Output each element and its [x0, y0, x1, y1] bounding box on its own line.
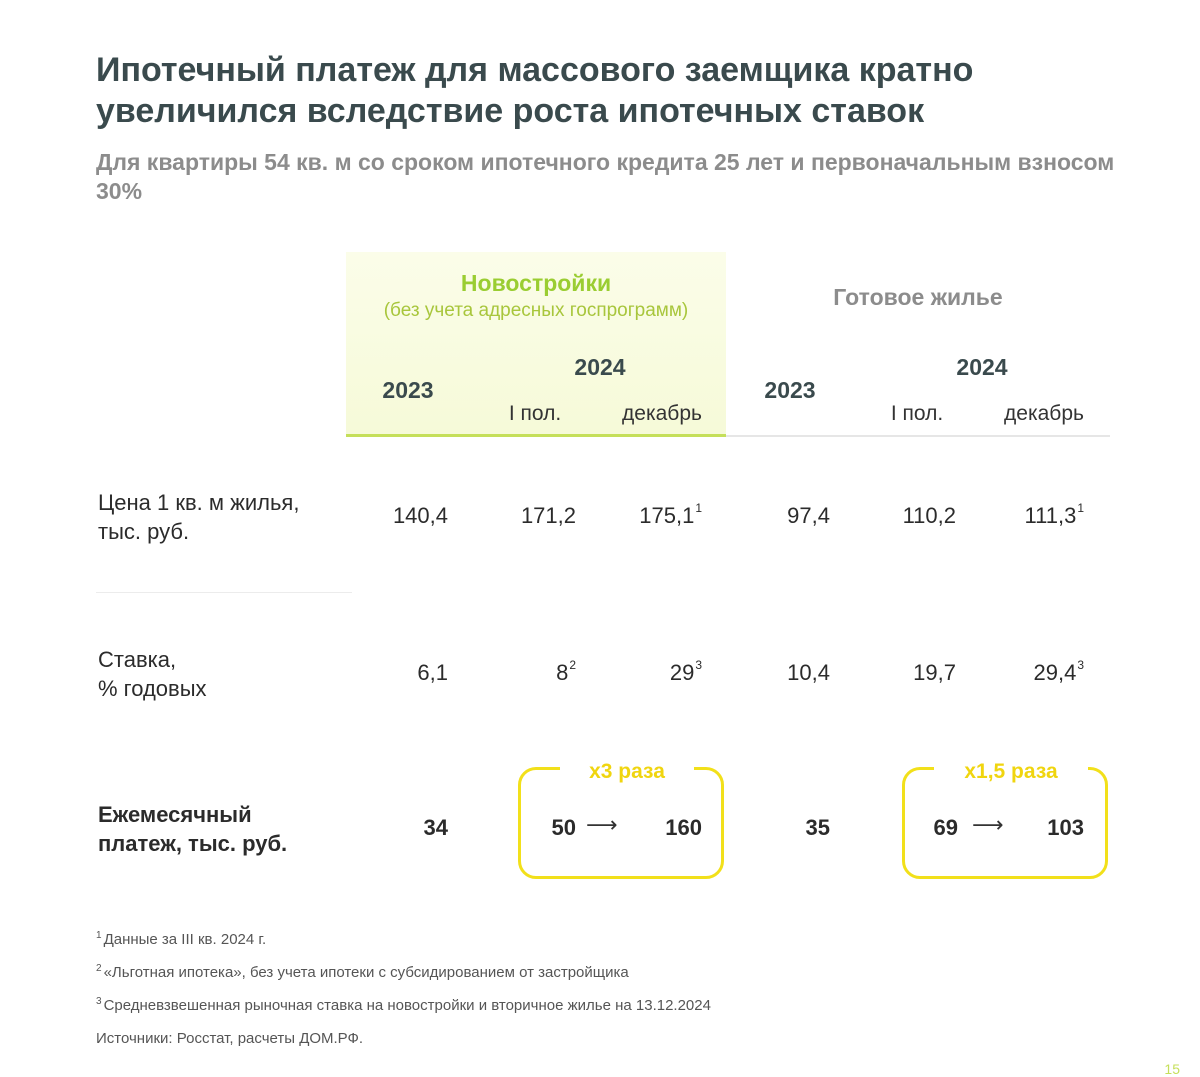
rate-new-h1: $8^2$ — [556, 658, 576, 685]
price-ready-2023: 97,4 — [787, 503, 830, 528]
rate-new-2023: 6,1 — [417, 660, 448, 685]
ready-year-2023-header: 2023 — [764, 377, 816, 403]
price-row-label: Цена 1 кв. м жилья, тыс. руб. — [98, 490, 300, 544]
slide-title: Ипотечный платеж для массового заемщика кратно увеличился вследствие роста ипотечных ставок — [96, 51, 974, 130]
new-buildings-subtitle: (без учета адресных госпрограмм) — [383, 300, 689, 321]
new-year-2024-header: 2024 — [574, 354, 626, 380]
rate-ready-2023: 10,4 — [787, 660, 830, 685]
slide-subtitle: Для квартиры 54 кв. м со сроком ипотечного кредита 25 лет и первоначальным взносом 30% — [96, 149, 1115, 204]
ready-year-2024-header: 2024 — [956, 354, 1008, 380]
footnote-ref: 1 — [1077, 501, 1084, 515]
rate-ready-december: 29,4$^3$ — [1033, 658, 1084, 685]
footnote-ref: 3 — [1077, 658, 1084, 672]
new-year-2023-header: 2023 — [382, 377, 434, 403]
price-new-december: 175,1$^1$ — [639, 501, 702, 528]
rate-new-december: $29^3$ — [669, 658, 702, 685]
new-buildings-title: Новостройки — [460, 270, 612, 296]
new-multiplier-label: x3 раза — [560, 760, 694, 784]
ready-h1-header: I пол. — [890, 402, 944, 425]
footnote-ref: 3 — [695, 658, 702, 672]
footnote-1: $^1$ Данные за III кв. 2024 г. — [96, 930, 267, 948]
footnote-ref: 2 — [569, 658, 576, 672]
new-buildings-header-underline — [346, 434, 726, 437]
ready-housing-title: Готовое жилье — [833, 284, 1003, 310]
new-december-header: декабрь — [622, 402, 702, 425]
rate-ready-h1: 19,7 — [913, 660, 956, 685]
ready-housing-header-underline — [726, 435, 1110, 437]
payment-new-december: 160 — [665, 815, 702, 840]
rate-row-label: Ставка, % годовых — [98, 647, 207, 701]
price-ready-h1: 110,2 — [902, 503, 956, 528]
arrow-right-icon: ⟶ — [972, 812, 1004, 837]
payment-new-2023: 34 — [423, 815, 448, 840]
payment-ready-h1: 69 — [933, 815, 958, 840]
sources-note: Источники: Росстат, расчеты ДОМ.РФ. — [96, 1030, 364, 1047]
new-h1-header: I пол. — [508, 402, 562, 425]
ready-december-header: декабрь — [1004, 402, 1084, 425]
ready-multiplier-label: x1,5 раза — [934, 760, 1088, 784]
footnote-3: $^3$ Средневзвешенная рыночная ставка на новостройки и вторичное жилье на 13.12.2024 — [96, 996, 711, 1014]
payment-ready-december: 103 — [1047, 815, 1084, 840]
price-new-2023: 140,4 — [392, 503, 448, 528]
payment-new-h1: 50 — [551, 815, 576, 840]
row-divider — [96, 592, 352, 593]
arrow-right-icon: ⟶ — [586, 812, 618, 837]
footnote-2: $^2$ «Льготная ипотека», без учета ипотеки с субсидированием от застройщика — [96, 963, 629, 981]
footnote-ref: 1 — [695, 501, 702, 515]
page-number: 15 — [1164, 1061, 1180, 1077]
payment-row-label: Ежемесячный платеж, тыс. руб. — [98, 802, 288, 856]
price-ready-december: 111,3$^1$ — [1024, 501, 1084, 528]
payment-ready-2023: 35 — [805, 815, 830, 840]
price-new-h1: 171,2 — [520, 503, 576, 528]
